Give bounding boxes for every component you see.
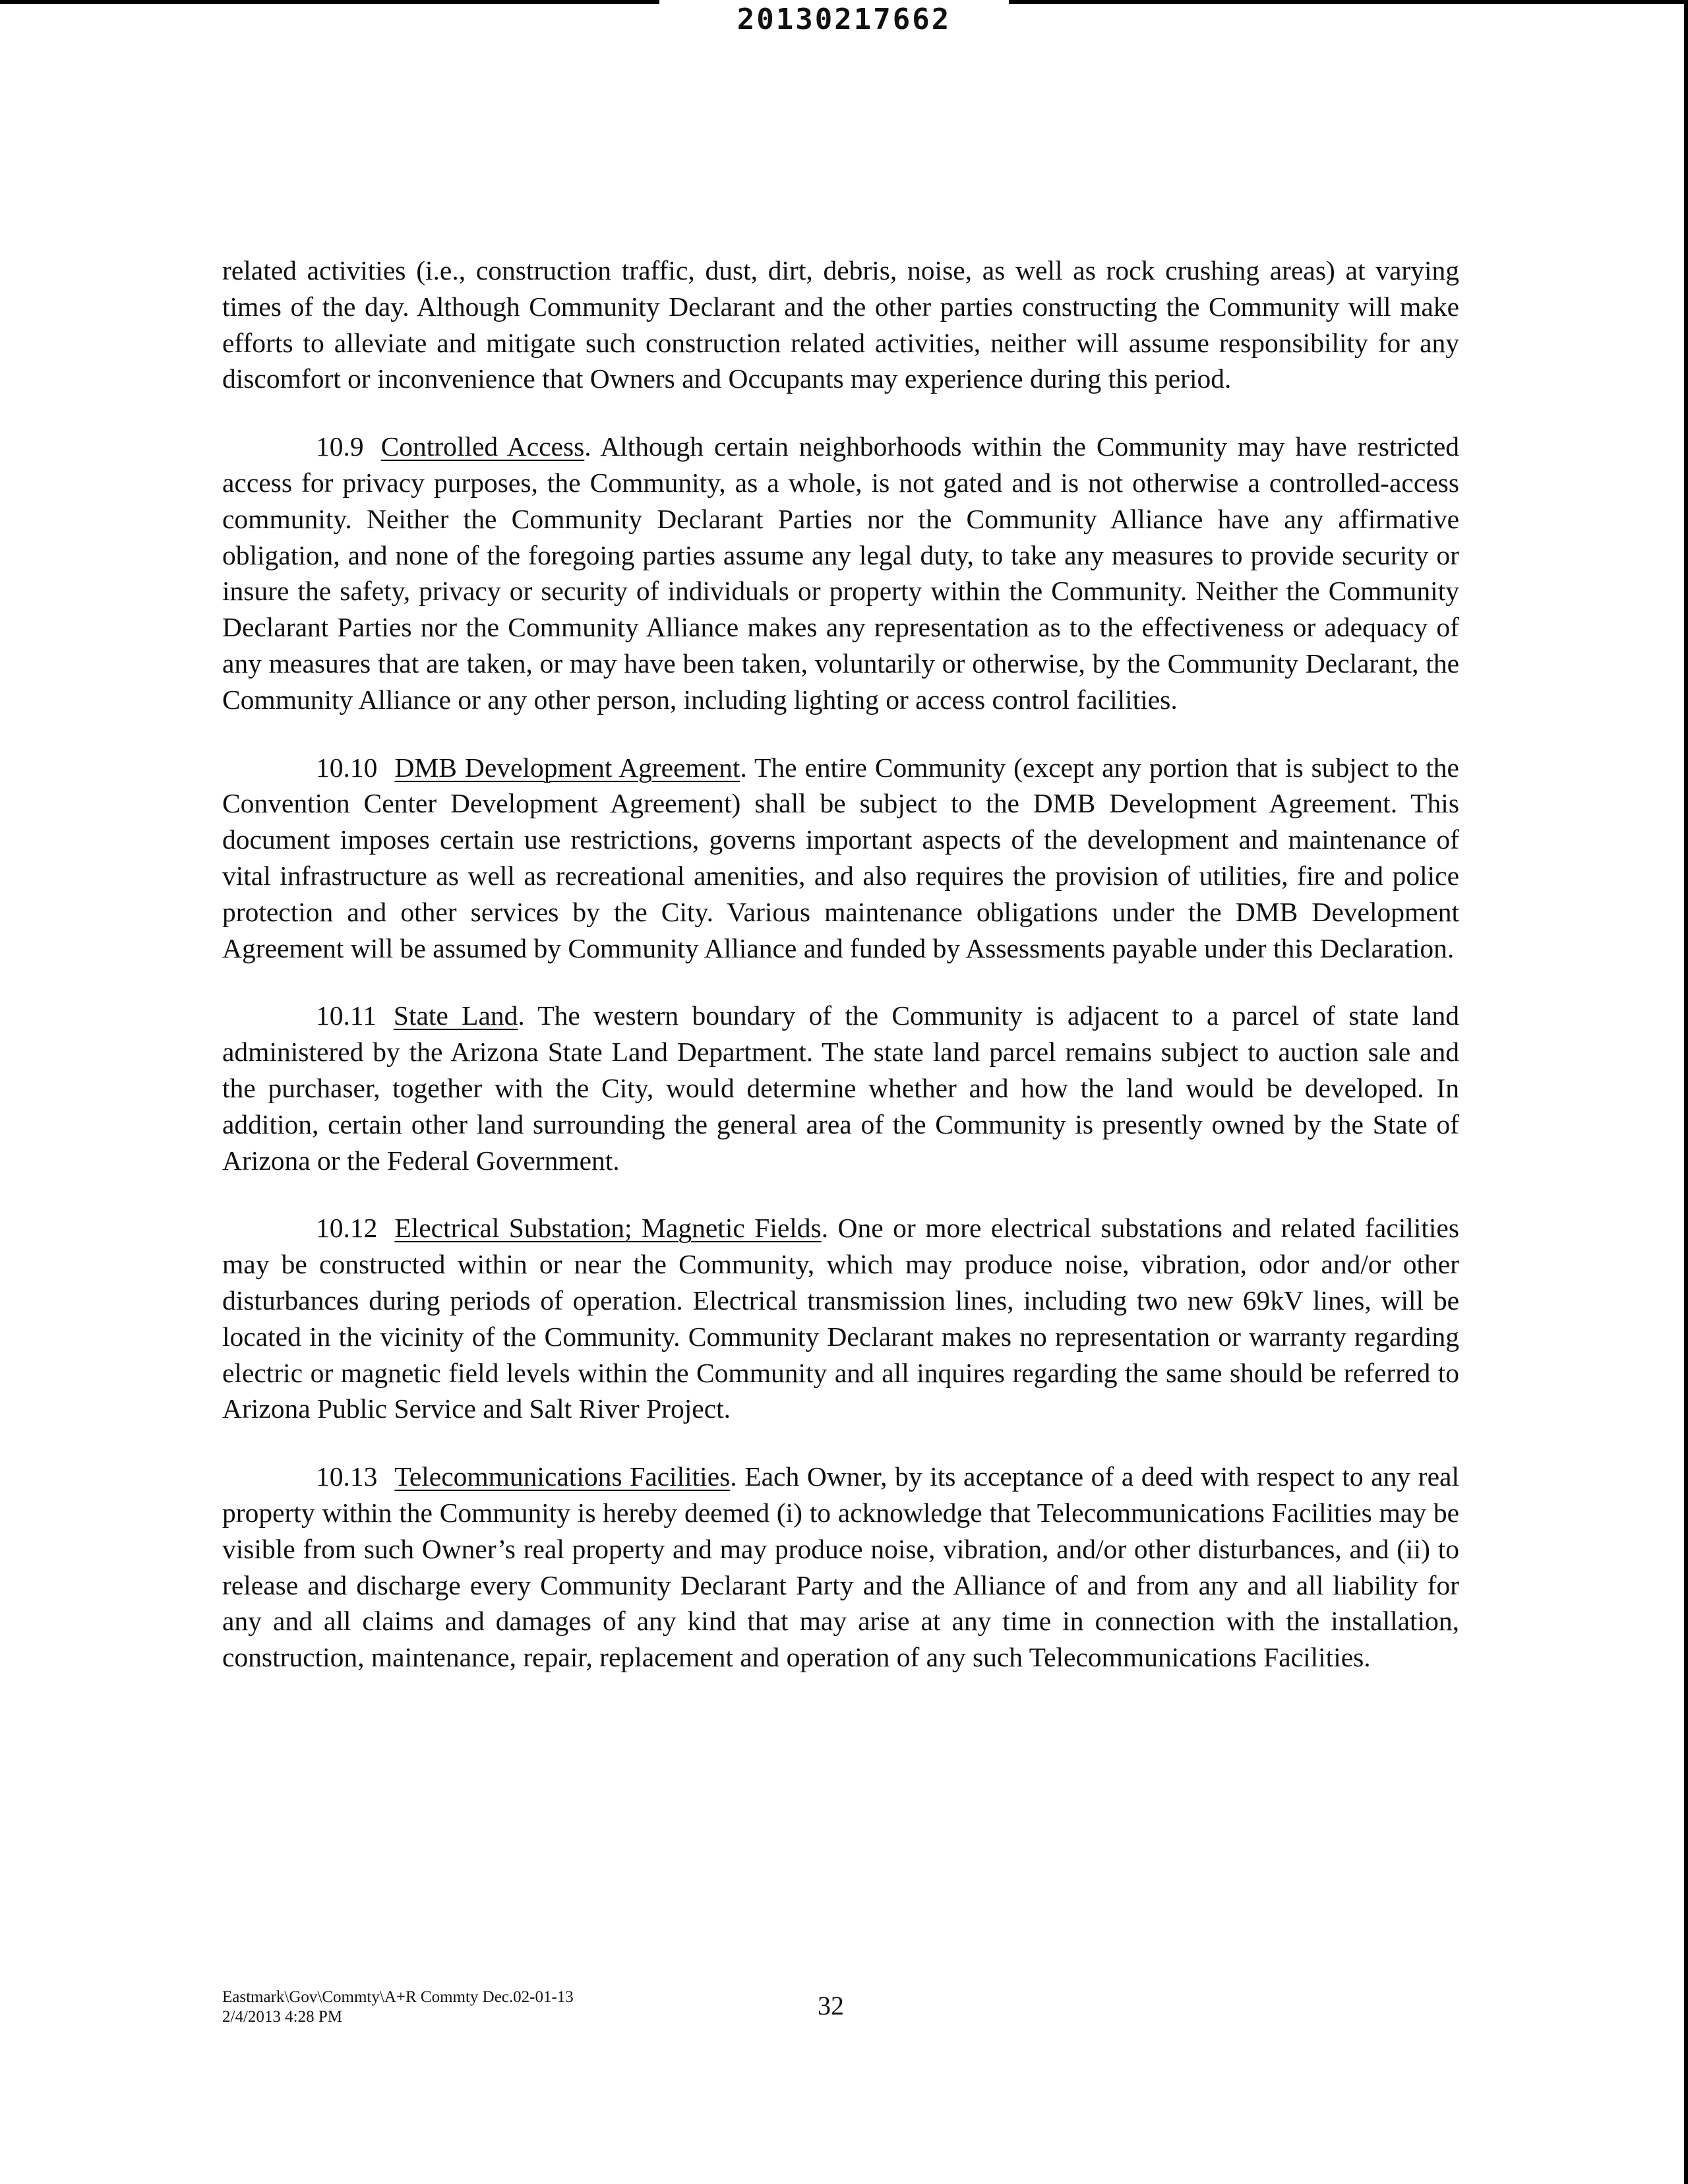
section-10-13: 10.13 Telecommunications Facilities. Each Owner, by its acceptance of a deed with respect to any real property within the Community is hereby deemed (i) to acknowledge that Telecommunications Facilities may be visible from such Owner’s real property and may produce noise, vibration, and/or other disturbances, and (ii) to release and discharge every Community Declarant Party and the Alliance of and from any and all liability for any and all claims and damages of any kind that may arise at any time in connection with the installation, construction, maintenance, repair, replacement and operation of any such Telecommunications Facilities. [222,1459,1459,1676]
section-number: 10.13 [316,1461,378,1492]
intro-paragraph: related activities (i.e., construction traffic, dust, dirt, debris, noise, as well as rock crushing areas) at varying times of the day. Although Community Declarant and the other parties constructing the Community will make efforts to alleviate and mitigate such construction related activities, neither will assume responsibility for any discomfort or inconvenience that Owners and Occupants may experience during this period. [222,255,1459,394]
section-text: The western boundary of the Community is adjacent to a parcel of state land administered by the Arizona State Land Department. The state land parcel remains subject to auction sale and the purchaser, together with the City, would determine whether and how the land would be developed. In addition, certain other land surrounding the general area of the Community is presently owned by the State of Arizona or the Federal Government. [222,1000,1459,1176]
section-number: 10.12 [316,1213,378,1244]
section-10-11: 10.11 State Land. The western boundary of the Community is adjacent to a parcel of state land administered by the Arizona State Land Department. The state land parcel remains subject to auction sale and the purchaser, together with the City, would determine whether and how the land would be developed. In addition, certain other land surrounding the general area of the Community is presently owned by the State of Arizona or the Federal Government. [222,998,1459,1178]
footer-timestamp: 2/4/2013 4:28 PM [222,2008,342,2026]
section-10-12: 10.12 Electrical Substation; Magnetic Fields. One or more electrical substations and related facilities may be constructed within or near the Community, which may produce noise, vibration, odor and/or other disturbances during periods of operation. Electrical transmission lines, including two new 69kV lines, will be located in the vicinity of the Community. Community Declarant makes no representation or warranty regarding electric or magnetic field levels within the Community and all inquires regarding the same should be referred to Arizona Public Service and Salt River Project. [222,1210,1459,1427]
section-heading: Telecommunications Facilities [394,1461,731,1492]
section-number: 10.10 [316,752,378,783]
section-text: The entire Community (except any portion that is subject to the Convention Center Development Agreement) shall be subject to the DMB Development Agreement. This document imposes certain use restrictions, governs important aspects of the development and maintenance of vital infrastructure as well as recreational amenities, and also requires the provision of utilities, fire and police protection and other services by the City. Various maintenance obligations under the DMB Development Agreement will be assumed by Community Alliance and funded by Assessments payable under this Declaration. [222,752,1459,963]
section-heading: Electrical Substation; Magnetic Fields [394,1213,822,1244]
section-10-9: 10.9 Controlled Access. Although certain neighborhoods within the Community may have restricted access for privacy purposes, the Community, as a whole, is not gated and is not otherwise a controlled-access community. Neither the Community Declarant Parties nor the Community Alliance have any affirmative obligation, and none of the foregoing parties assume any legal duty, to take any measures to provide security or insure the safety, privacy or security of individuals or property within the Community. Neither the Community Declarant Parties nor the Community Alliance makes any representation as to the effectiveness or adequacy of any measures that are taken, or may have been taken, voluntarily or otherwise, by the Community Declarant, the Community Alliance or any other person, including lighting or access control facilities. [222,429,1459,717]
section-10-10: 10.10 DMB Development Agreement. The entire Community (except any portion that is subject to the Convention Center Development Agreement) shall be subject to the DMB Development Agreement. This document imposes certain use restrictions, governs important aspects of the development and maintenance of vital infrastructure as well as recreational amenities, and also requires the provision of utilities, fire and police protection and other services by the City. Various maintenance obligations under the DMB Development Agreement will be assumed by Community Alliance and funded by Assessments payable under this Declaration. [222,750,1459,967]
section-heading: State Land [393,1000,518,1031]
scan-edge-bar-side [1684,0,1688,2184]
footer-file-info [222,1987,574,2027]
section-text: Each Owner, by its acceptance of a deed with respect to any real property within the Community is hereby deemed (i) to acknowledge that Telecommunications Facilities may be visible from such Owner’s real property and may produce noise, vibration, and/or other disturbances, and (ii) to release and discharge every Community Declarant Party and the Alliance of and from any and all liability for any and all claims and damages of any kind that may arise at any time in connection with the installation, construction, maintenance, repair, replacement and operation of any such Telecommunications Facilities. [222,1461,1459,1673]
footer-file-path: Eastmark\Gov\Commty\A+R Commty Dec.02-01-13 [222,1988,574,2006]
section-text: One or more electrical substations and related facilities may be constructed within or near the Community, which may produce noise, vibration, odor and/or other disturbances during periods of operation. Electrical transmission lines, including two new 69kV lines, will be located in the vicinity of the Community. Community Declarant makes no representation or warranty regarding electric or magnetic field levels within the Community and all inquires regarding the same should be referred to Arizona Public Service and Salt River Project. [222,1213,1459,1424]
document-body [222,253,1459,1707]
section-number: 10.11 [316,1000,377,1031]
document-number: 20130217662 [737,3,951,36]
section-number: 10.9 [316,431,364,462]
page-number: 32 [818,1991,844,2020]
section-heading: Controlled Access [380,431,585,462]
section-text: Although certain neighborhoods within the Community may have restricted access for privacy purposes, the Community, as a whole, is not gated and is not otherwise a controlled-access community. Neither the Community Declarant Parties nor the Community Alliance have any affirmative obligation, and none of the foregoing parties assume any legal duty, to take any measures to provide security or insure the safety, privacy or security of individuals or property within the Community. Neither the Community Declarant Parties nor the Community Alliance makes any representation as to the effectiveness or adequacy of any measures that are taken, or may have been taken, voluntarily or otherwise, by the Community Declarant, the Community Alliance or any other person, including lighting or access control facilities. [222,431,1460,715]
section-heading: DMB Development Agreement [394,752,740,783]
